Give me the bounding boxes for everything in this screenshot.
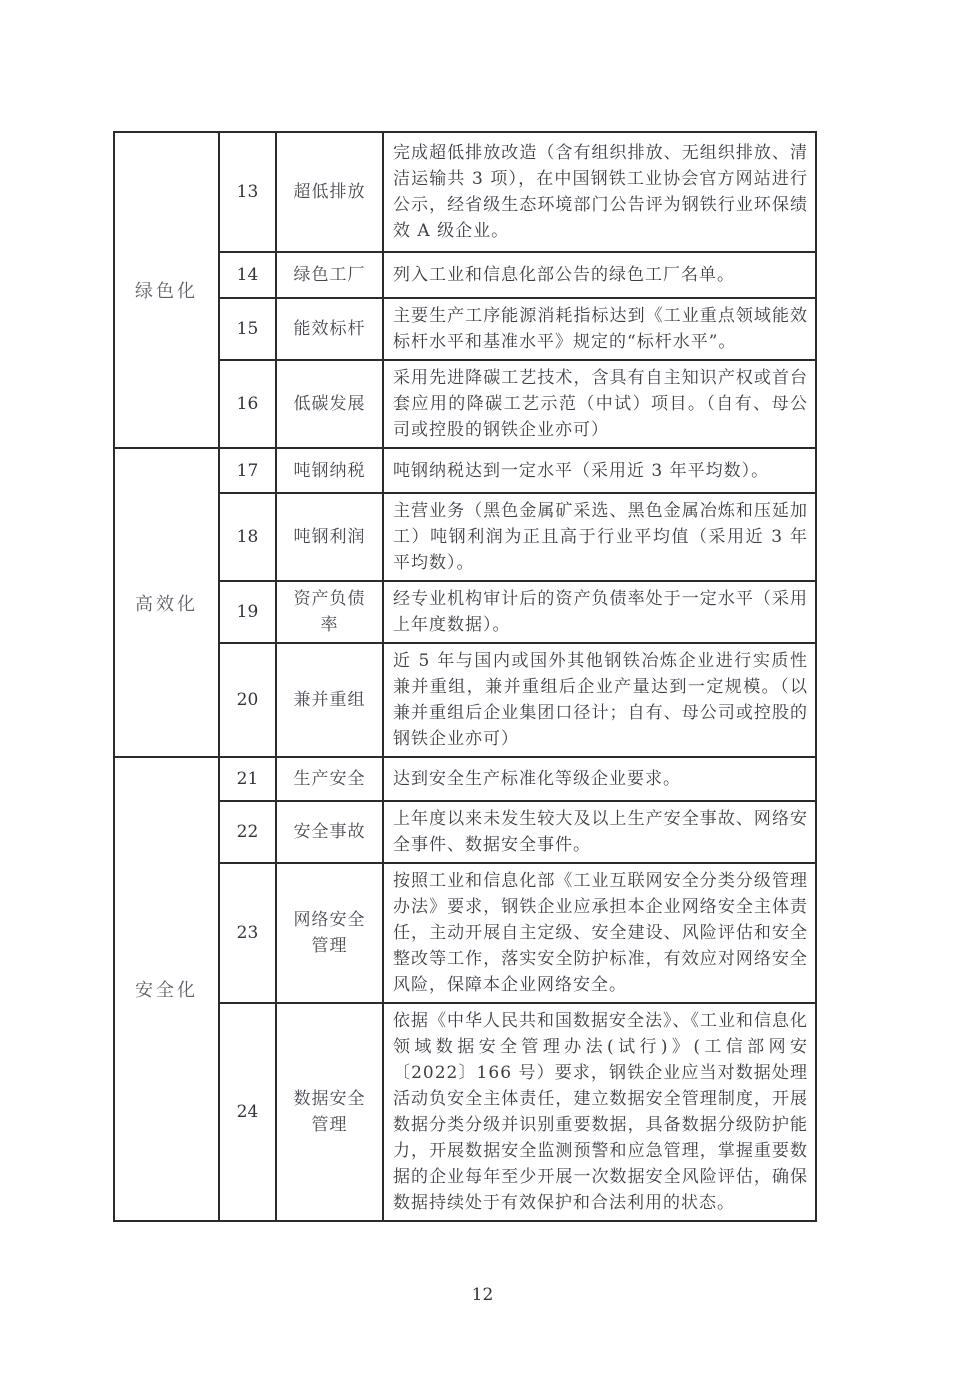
row-number: 24 — [219, 1003, 276, 1221]
indicator-description: 主营业务（黑色金属矿采选、黑色金属冶炼和压延加工）吨钢利润为正且高于行业平均值（采用近 3 年平均数）。 — [383, 493, 816, 581]
row-number: 13 — [219, 132, 276, 252]
indicator-description: 完成超低排放改造（含有组织排放、无组织排放、清洁运输共 3 项），在中国钢铁工业协会官方网站进行公示，经省级生态环境部门公告评为钢铁行业环保绩效 A 级企业。 — [383, 132, 816, 252]
table-row — [114, 757, 816, 801]
indicator-description: 达到安全生产标准化等级企业要求。 — [383, 757, 816, 801]
indicator-description: 按照工业和信息化部《工业互联网安全分类分级管理办法》要求，钢铁企业应承担本企业网络安全主体责任，主动开展自主定级、安全建设、风险评估和安全整改等工作，落实安全防护标准，有效应对网络安全风险，保障本企业网络安全。 — [383, 863, 816, 1003]
page-number: 12 — [471, 1285, 494, 1305]
indicator-description: 主要生产工序能源消耗指标达到《工业重点领域能效标杆水平和基准水平》规定的“标杆水平”。 — [383, 298, 816, 360]
indicator-description: 依据《中华人民共和国数据安全法》、《工业和信息化领域数据安全管理办法(试行)》(工信部网安〔2022〕166 号）要求，钢铁企业应当对数据处理活动负安全主体责任，建立数据安全管理制度，开展数据分类分级并识别重要数据，具备数据分级防护能力，开展数据安全监测预警和应急管理，掌握重要数据的企业每年至少开展一次数据安全风险评估，确保数据持续处于有效保护和合法利用的状态。 — [383, 1003, 816, 1221]
row-number: 17 — [219, 448, 276, 493]
table-row — [114, 863, 816, 1003]
category-cell-safety: 安全化 — [114, 757, 219, 1221]
indicator-name: 网络安全管理 — [276, 863, 383, 1003]
indicator-description: 采用先进降碳工艺技术，含具有自主知识产权或首台套应用的降碳工艺示范（中试）项目。（自有、母公司或控股的钢铁企业亦可） — [383, 360, 816, 448]
indicator-name: 低碳发展 — [276, 360, 383, 448]
table-row — [114, 801, 816, 863]
table-row — [114, 360, 816, 448]
indicator-table — [113, 131, 817, 1222]
indicator-name: 能效标杆 — [276, 298, 383, 360]
table-row — [114, 1003, 816, 1221]
indicator-name: 兼并重组 — [276, 643, 383, 757]
indicator-description: 列入工业和信息化部公告的绿色工厂名单。 — [383, 252, 816, 298]
row-number: 15 — [219, 298, 276, 360]
table-row — [114, 581, 816, 643]
indicator-description: 吨钢纳税达到一定水平（采用近 3 年平均数）。 — [383, 448, 816, 493]
table-row — [114, 132, 816, 252]
indicator-description: 上年度以来未发生较大及以上生产安全事故、网络安全事件、数据安全事件。 — [383, 801, 816, 863]
indicator-name: 生产安全 — [276, 757, 383, 801]
category-cell-efficiency: 高效化 — [114, 448, 219, 757]
indicator-name: 数据安全管理 — [276, 1003, 383, 1221]
table-row — [114, 643, 816, 757]
category-cell-green: 绿色化 — [114, 132, 219, 448]
row-number: 21 — [219, 757, 276, 801]
table-row — [114, 448, 816, 493]
indicator-name: 资产负债率 — [276, 581, 383, 643]
indicator-description: 近 5 年与国内或国外其他钢铁冶炼企业进行实质性兼并重组，兼并重组后企业产量达到一定规模。（以兼并重组后企业集团口径计；自有、母公司或控股的钢铁企业亦可） — [383, 643, 816, 757]
row-number: 20 — [219, 643, 276, 757]
indicator-name: 绿色工厂 — [276, 252, 383, 298]
table-row — [114, 298, 816, 360]
indicator-name: 超低排放 — [276, 132, 383, 252]
row-number: 19 — [219, 581, 276, 643]
row-number: 18 — [219, 493, 276, 581]
indicator-description: 经专业机构审计后的资产负债率处于一定水平（采用上年度数据）。 — [383, 581, 816, 643]
row-number: 14 — [219, 252, 276, 298]
row-number: 16 — [219, 360, 276, 448]
indicator-name: 吨钢纳税 — [276, 448, 383, 493]
row-number: 23 — [219, 863, 276, 1003]
indicator-name: 吨钢利润 — [276, 493, 383, 581]
table-row — [114, 252, 816, 298]
indicator-name: 安全事故 — [276, 801, 383, 863]
table-row — [114, 493, 816, 581]
row-number: 22 — [219, 801, 276, 863]
